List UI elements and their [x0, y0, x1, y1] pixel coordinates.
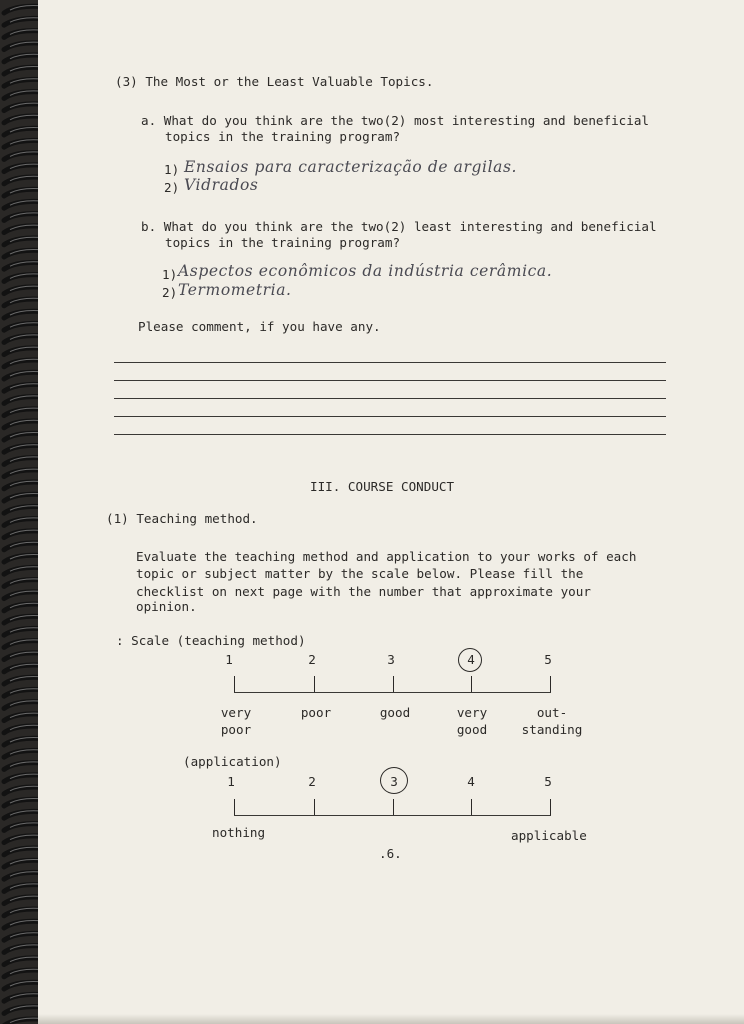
document-page: [38, 0, 744, 1024]
scale2-high-label: applicable: [511, 828, 587, 843]
scale2-tick: [234, 799, 235, 815]
scale2-number-selected: 3: [390, 774, 398, 789]
page-bottom-edge: [38, 1014, 744, 1024]
answer-b2-handwritten: Termometria.: [178, 281, 292, 299]
answer-a2-handwritten: Vidrados: [184, 176, 259, 194]
answer-a2-number: 2): [164, 180, 180, 195]
scale2-tick: [550, 799, 551, 815]
instruction-line: checklist on next page with the number that approximate your: [136, 584, 591, 599]
scale2-number: 5: [544, 774, 552, 789]
selection-circle: [458, 648, 482, 672]
scale2-tick: [471, 799, 472, 815]
scale1-number: 2: [308, 652, 316, 667]
scale1-tick: [314, 676, 315, 692]
item-heading: (1) Teaching method.: [106, 511, 258, 526]
scale1-desc: good: [456, 722, 488, 737]
scale1-tick: [471, 676, 472, 692]
scale1-desc: very: [456, 705, 488, 720]
scale2-number: 1: [227, 774, 235, 789]
scale1-desc: out-: [536, 705, 568, 720]
answer-b1-handwritten: Aspectos econômicos da indústria cerâmica.: [178, 262, 553, 280]
comment-prompt: Please comment, if you have any.: [138, 319, 381, 334]
comment-line[interactable]: [114, 362, 666, 363]
scale1-desc: good: [379, 705, 411, 720]
answer-a1-handwritten: Ensaios para caracterização de argilas.: [184, 158, 518, 176]
page-number: .6.: [379, 846, 402, 861]
question-b-line1: b. What do you think are the two(2) least interesting and beneficial: [141, 219, 657, 234]
scale2-low-label: nothing: [212, 825, 266, 840]
scale1-tick: [234, 676, 235, 692]
scale2-number: 4: [467, 774, 475, 789]
section-title: III. COURSE CONDUCT: [310, 479, 455, 494]
scale1-tick: [550, 676, 551, 692]
scale1-number-selected: 4: [467, 652, 475, 667]
scale1-tick: [393, 676, 394, 692]
comment-line[interactable]: [114, 416, 666, 417]
scale2-axis: [234, 815, 551, 816]
scale1-number: 3: [387, 652, 395, 667]
section-heading: (3) The Most or the Least Valuable Topics.: [115, 74, 434, 89]
question-b-line2: topics in the training program?: [165, 235, 401, 250]
comment-line[interactable]: [114, 398, 666, 399]
scale-teaching-label: : Scale (teaching method): [116, 633, 306, 648]
instruction-line: topic or subject matter by the scale below. Please fill the: [136, 566, 584, 581]
scale1-number: 5: [544, 652, 552, 667]
answer-b2-number: 2): [162, 285, 178, 300]
scale1-desc: poor: [300, 705, 332, 720]
scale2-tick: [314, 799, 315, 815]
selection-circle: [380, 767, 408, 794]
scale1-axis: [234, 692, 551, 693]
scale-application-label: (application): [183, 754, 282, 769]
scale1-desc: very: [220, 705, 252, 720]
instruction-line: Evaluate the teaching method and application to your works of each: [136, 549, 637, 564]
answer-a1-number: 1): [164, 162, 180, 177]
comment-line[interactable]: [114, 434, 666, 435]
answer-b1-number: 1): [162, 267, 178, 282]
question-a-line1: a. What do you think are the two(2) most interesting and beneficial: [141, 113, 649, 128]
scale1-number: 1: [225, 652, 233, 667]
scale1-desc: poor: [220, 722, 252, 737]
instruction-line: opinion.: [136, 599, 197, 614]
comment-line[interactable]: [114, 380, 666, 381]
scale1-desc: standing: [521, 722, 583, 737]
scale2-tick: [393, 799, 394, 815]
question-a-line2: topics in the training program?: [165, 129, 401, 144]
scale2-number: 2: [308, 774, 316, 789]
